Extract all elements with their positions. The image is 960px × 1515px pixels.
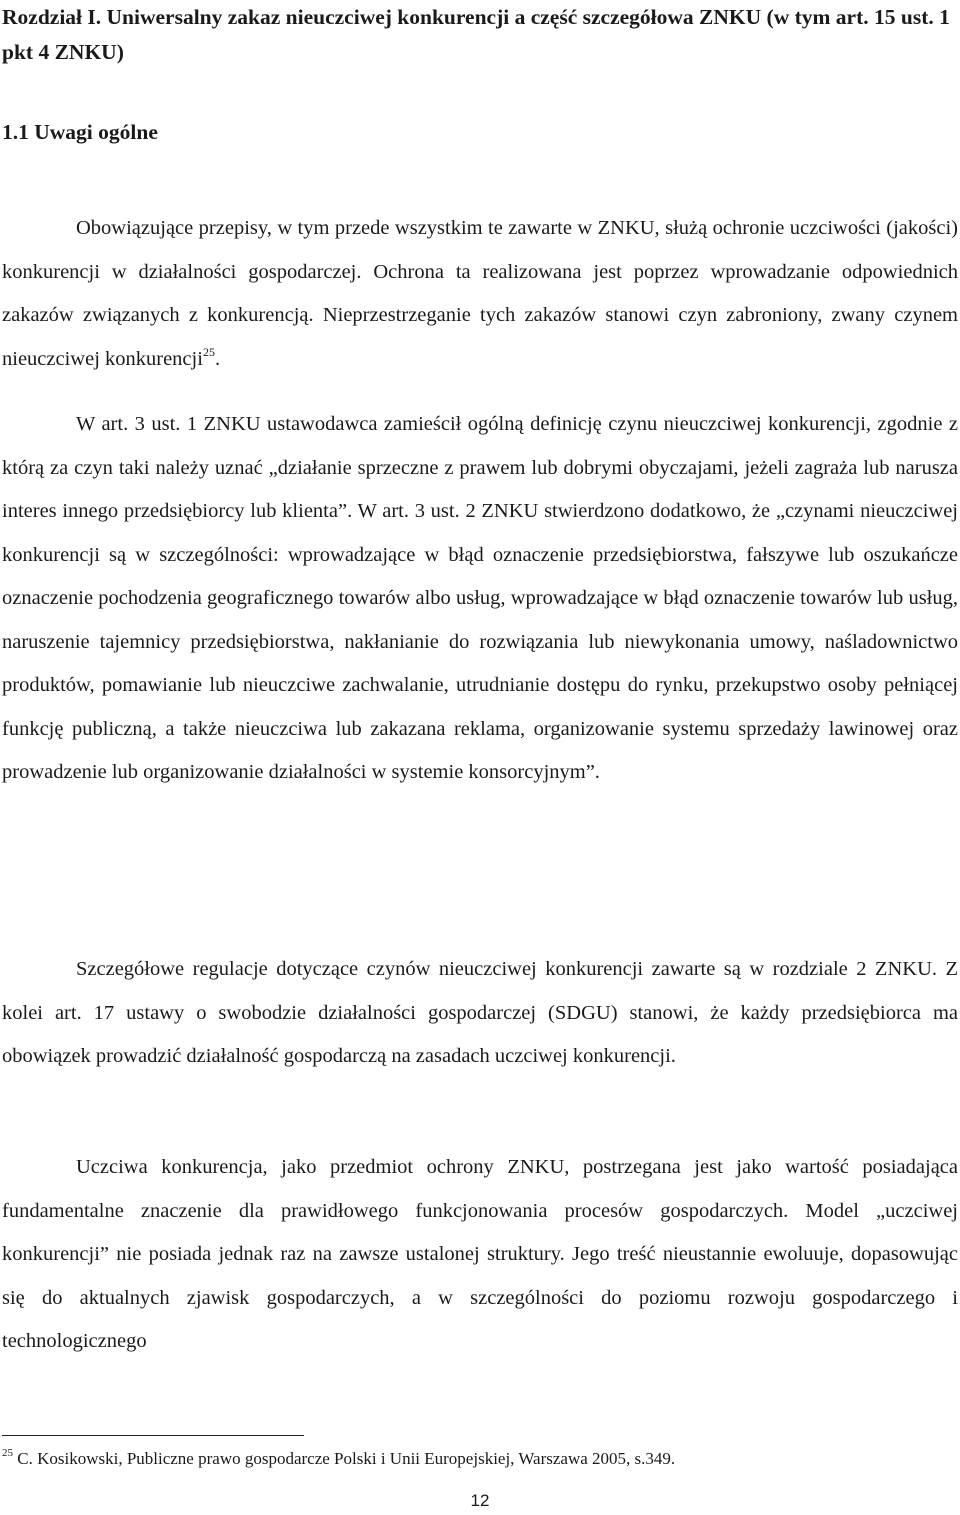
paragraph-4-text: Uczciwa konkurencja, jako przedmiot ochrony ZNKU, postrzegana jest jako wartość posiadająca fundamentalne znaczenie dla prawidłowego funkcjonowania procesów gospodarczych. Model „uczciwej konkurencji” nie posiada jednak raz na zawsze ustalonej struktury. Jego treść nieustannie ewoluuje, dopasowując się do aktualnych zjawisk gospodarczych, a w szczególności do poziomu rozwoju gospodarczego i technologicznego bbox=[2, 1156, 958, 1352]
paragraph-2 bbox=[2, 403, 958, 795]
paragraph-1-text: Obowiązujące przepisy, w tym przede wszystkim te zawarte w ZNKU, służą ochronie uczciwości (jakości) konkurencji w działalności gospodarczej. Ochrona ta realizowana jest poprzez wprowadzanie odpowiednich zakazów związanych z konkurencją. Nieprzestrzeganie tych zakazów stanowi czyn zabroniony, zwany czynem nieuczciwej konkurencji bbox=[2, 217, 958, 370]
footnote-reference: 25 bbox=[202, 344, 215, 359]
footnote-divider bbox=[2, 1435, 304, 1436]
section-title: 1.1 Uwagi ogólne bbox=[2, 120, 158, 144]
footnote bbox=[2, 1445, 958, 1473]
paragraph-3-text: Szczegółowe regulacje dotyczące czynów nieuczciwej konkurencji zawarte są w rozdziale 2 ZNKU. Z kolei art. 17 ustawy o swobodzie działalności gospodarczej (SDGU) stanowi, że każdy przedsiębiorca ma obowiązek prowadzić działalność gospodarczą na zasadach uczciwej konkurencji. bbox=[2, 958, 958, 1067]
paragraph-3 bbox=[2, 948, 958, 1079]
page-number: 12 bbox=[470, 1491, 490, 1510]
footnote-number: 25 bbox=[2, 1447, 13, 1459]
paragraph-1 bbox=[2, 207, 958, 381]
paragraph-4 bbox=[2, 1146, 958, 1364]
footnote-text: C. Kosikowski, Publiczne prawo gospodarcze Polski i Unii Europejskiej, Warszawa 2005, s.349. bbox=[13, 1449, 676, 1468]
paragraph-2-text: W art. 3 ust. 1 ZNKU ustawodawca zamieścił ogólną definicję czynu nieuczciwej konkurencji, zgodnie z którą za czyn taki należy uznać „działanie sprzeczne z prawem lub dobrymi obyczajami, jeżeli zagraża lub narusza interes innego przedsiębiorcy lub klienta”. W art. 3 ust. 2 ZNKU stwierdzono dodatkowo, że „czynami nieuczciwej konkurencji są w szczególności: wprowadzające w błąd oznaczenie przedsiębiorstwa, fałszywe lub oszukańcze oznaczenie pochodzenia geograficznego towarów albo usług, wprowadzające w błąd oznaczenie towarów lub usług, naruszenie tajemnicy przedsiębiorstwa, nakłanianie do rozwiązania lub niewykonania umowy, naśladownictwo produktów, pomawianie lub nieuczciwe zachwalanie, utrudnianie dostępu do rynku, przekupstwo osoby pełniącej funkcję publiczną, a także nieuczciwa lub zakazana reklama, organizowanie systemu sprzedaży lawinowej oraz prowadzenie lub organizowanie działalności w systemie konsorcyjnym”. bbox=[2, 413, 958, 783]
chapter-title: Rozdział I. Uniwersalny zakaz nieuczciwej konkurencji a część szczegółowa ZNKU (w tym art. 15 ust. 1 pkt 4 ZNKU) bbox=[2, 5, 950, 64]
paragraph-1-end: . bbox=[214, 347, 221, 370]
